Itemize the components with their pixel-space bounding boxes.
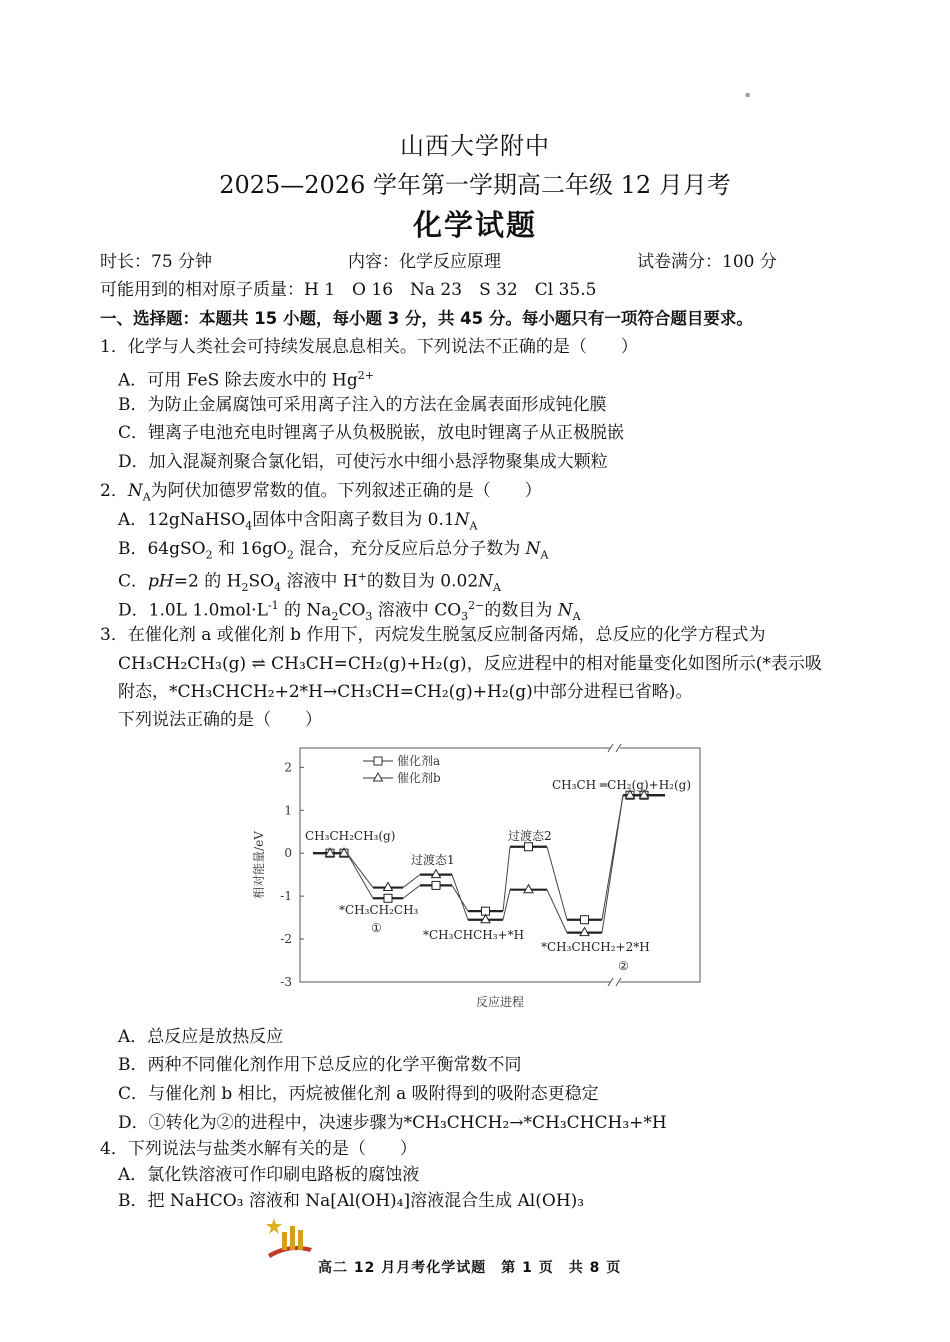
marker-catalyst-a [525, 843, 533, 851]
label-transition-2: 过渡态2 [508, 829, 552, 843]
page-footer: 高二 12 月月考化学试题 第 1 页 共 8 页 [318, 1260, 622, 1276]
chart-plot-area [251, 744, 700, 1009]
label-adsorbed-propene: *CH₃CHCH₂+2*H [541, 940, 650, 954]
subject-title: 化学试题 [412, 208, 537, 242]
legend-marker-triangle [374, 773, 383, 781]
q3-option-a: A．总反应是放热反应 [118, 1027, 284, 1047]
label-propane: CH₃CH₂CH₃(g) [305, 829, 396, 843]
exam-content: 内容：化学反应原理 [348, 252, 501, 272]
q1-stem: 1．化学与人类社会可持续发展息息相关。下列说法不正确的是（ ） [100, 337, 638, 357]
y-axis-label: 相对能量/eV [252, 831, 266, 899]
label-products: CH₃CH ═CH₂(g)+H₂(g) [552, 778, 692, 792]
connector-b [403, 875, 420, 888]
connector-a [403, 885, 420, 898]
marker-catalyst-a [384, 894, 392, 902]
marker-catalyst-a [432, 881, 440, 889]
q3-option-b: B．两种不同催化剂作用下总反应的化学平衡常数不同 [118, 1055, 522, 1075]
atomic-masses: 可能用到的相对原子质量：H 1 O 16 Na 23 S 32 Cl 35.5 [100, 280, 597, 300]
y-tick-label: 0 [284, 846, 292, 861]
exam-duration: 时长：75 分钟 [100, 252, 213, 272]
school-name: 山西大学附中 [400, 132, 550, 160]
connector-a [547, 847, 567, 920]
label-intermediate: *CH₃CHCH₃+*H [423, 928, 525, 942]
q4-option-a: A．氯化铁溶液可作印刷电路板的腐蚀液 [118, 1165, 420, 1185]
school-logo-icon [260, 1212, 315, 1262]
q1-option-b: B．为防止金属腐蚀可采用离子注入的方法在金属表面形成钝化膜 [118, 395, 607, 415]
connector-b [547, 890, 567, 933]
label-adsorbed-propane: *CH₃CH₂CH₃ [339, 903, 419, 917]
y-tick-label: 1 [284, 803, 292, 818]
q4-stem: 4．下列说法与盐类水解有关的是（ ） [100, 1139, 417, 1159]
q3-option-c: C．与催化剂 b 相比，丙烷被催化剂 a 吸附得到的吸附态更稳定 [118, 1084, 599, 1104]
y-tick-label: 2 [284, 760, 292, 775]
y-tick-label: -3 [280, 975, 292, 989]
q3-stem-line1: 3．在催化剂 a 或催化剂 b 作用下，丙烷发生脱氢反应制备丙烯，总反应的化学方程式为 [100, 625, 766, 645]
y-tick-label: -2 [280, 932, 292, 947]
connector-b [602, 795, 623, 932]
q3-stem-line3: 附态，*CH₃CHCH₂+2*H→CH₃CH=CH₂(g)+H₂(g)中部分进程已省略)。 [118, 682, 693, 702]
q3-option-d: D．①转化为②的进程中，决速步骤为*CH₃CHCH₂→*CH₃CHCH₃+*H [118, 1113, 667, 1133]
q2-option-c: C．pH=2 的 $H_2SO_4$ 溶液中 H+的数目为 $0.02N_A$ [118, 570, 501, 595]
legend-label: 催化剂b [397, 771, 441, 785]
q3-stem-line2: CH₃CH₂CH₃(g) ⇌ CH₃CH=CH₂(g)+H₂(g)，反应进程中的相对能量变化如图所示(*表示吸 [118, 654, 822, 674]
legend-label: 催化剂a [397, 754, 441, 768]
legend-marker-square [374, 757, 382, 765]
q1-option-d: D．加入混凝剂聚合氯化铝，可使污水中细小悬浮物聚集成大颗粒 [118, 452, 608, 472]
label-transition-1: 过渡态1 [411, 853, 455, 867]
q3-stem-line4: 下列说法正确的是（ ） [118, 710, 322, 730]
exam-title: 2025—2026 学年第一学期高二年级 12 月月考 [219, 171, 731, 199]
marker-catalyst-a [581, 916, 589, 924]
q2-stem: 2．$N_A$为阿伏加德罗常数的值。下列叙述正确的是（ ） [100, 481, 542, 504]
x-axis-label: 反应进程 [475, 995, 525, 1009]
connector-b [452, 875, 468, 920]
q2-option-d: D．1.0L $1.0mol\cdot L^{-1}$ 的 $Na_2CO_3$ 溶液中 $CO_3^{2-}$的数目为 $N_A$ [118, 599, 581, 624]
section-heading: 一、选择题：本题共 15 小题，每小题 3 分，共 45 分。每小题只有一项符合题目要求。 [100, 309, 753, 328]
stray-dot: ▪ [745, 90, 751, 99]
connector-a [503, 847, 510, 911]
q2-option-b: B．64gSO$_2$ 和 $16gO_2$ 混合，充分反应后总分子数为 $N_A$ [118, 539, 549, 562]
connector-b [347, 853, 373, 887]
energy-diagram [252, 736, 715, 1016]
connector-a [347, 853, 373, 898]
label-state-1: ① [371, 921, 382, 935]
q2-option-a: A．12gNaHSO$_4$固体中含阳离子数目为 $0.1N_A$ [118, 510, 478, 533]
q1-option-c: C．锂离子电池充电时锂离子从负极脱嵌，放电时锂离子从正极脱嵌 [118, 423, 625, 443]
q4-option-b: B．把 NaHCO₃ 溶液和 Na[Al(OH)₄]溶液混合生成 Al(OH)₃ [118, 1191, 585, 1211]
label-state-2: ② [618, 959, 629, 973]
q1-option-a: A．可用 FeS 除去废水中的 $Hg^{2+}$ [118, 369, 374, 391]
exam-full-score: 试卷满分：100 分 [637, 252, 777, 272]
y-tick-label: -1 [280, 889, 292, 904]
